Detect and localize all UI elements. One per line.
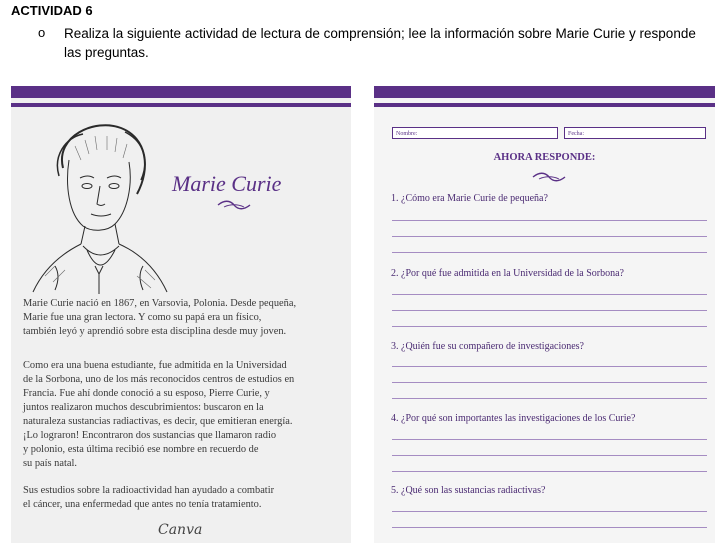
bullet-marker: o [38,25,46,40]
answer-line[interactable] [392,326,707,327]
text-line: Marie fue una gran lectora. Y como su papá era un físico, [23,312,262,323]
name-field[interactable]: Nombre: [392,127,558,139]
answer-line[interactable] [392,220,707,221]
top-band-thin [374,103,715,107]
question-1: 1. ¿Cómo era Marie Curie de pequeña? [391,193,548,204]
text-line: y polonio, esta última recibió ese nombre en recuerdo de [23,444,259,455]
questions-page [374,86,715,543]
text-line: de la Sorbona, uno de los más reconocidos centros de estudios en [23,374,295,385]
text-line: Marie Curie nació en 1867, en Varsovia, Polonia. Desde pequeña, [23,298,297,309]
top-band [11,86,351,98]
question-3: 3. ¿Quién fue su compañero de investigaciones? [391,341,584,352]
biography-name: Marie Curie [172,171,282,196]
answer-line[interactable] [392,252,707,253]
top-band-thin [11,103,351,107]
text-line: naturaleza sustancias radiactivas, es decir, que emitieran energía. [23,416,293,427]
answer-line[interactable] [392,439,707,440]
text-line: Francia. Fue ahí donde conoció a su esposo, Pierre Curie, y [23,388,270,399]
answer-line[interactable] [392,471,707,472]
text-line: ¡Lo lograron! Encontraron dos sustancias que llamaron radio [23,430,277,441]
question-5: 5. ¿Qué son las sustancias radiactivas? [391,485,546,496]
answer-line[interactable] [392,236,707,237]
activity-title: ACTIVIDAD 6 [11,3,93,18]
marie-curie-portrait [25,116,173,296]
text-line: juntos realizaron muchos descubrimientos: buscaron en la [23,402,264,413]
text-line: Como era una buena estudiante, fue admitida en la Universidad [23,360,287,371]
text-line: Sus estudios sobre la radioactividad han ayudado a combatir [23,485,275,496]
flourish-ornament [531,172,567,182]
biography-paragraph-2 [23,359,351,471]
answer-line[interactable] [392,455,707,456]
respond-heading: AHORA RESPONDE: [493,152,596,163]
canva-logo: Canva [158,522,203,538]
flourish-ornament [216,200,252,210]
text-line: su país natal. [23,458,77,469]
date-field[interactable]: Fecha: [564,127,706,139]
activity-instruction: Realiza la siguiente actividad de lectura de comprensión; lee la información sobre Marie Curie y responde las preguntas. [64,26,696,60]
top-band [374,86,715,98]
answer-line[interactable] [392,382,707,383]
answer-line[interactable] [392,511,707,512]
answer-line[interactable] [392,366,707,367]
answer-line[interactable] [392,294,707,295]
reading-page [11,86,351,543]
answer-line[interactable] [392,398,707,399]
biography-paragraph-1 [23,297,351,339]
answer-line[interactable] [392,310,707,311]
answer-line[interactable] [392,527,707,528]
question-4: 4. ¿Por qué son importantes las investigaciones de los Curie? [391,413,636,424]
text-line: también leyó y aprendió sobre esta disciplina desde muy joven. [23,326,287,337]
question-2: 2. ¿Por qué fue admitida en la Universidad de la Sorbona? [391,268,624,279]
biography-paragraph-3 [23,484,351,512]
text-line: el cáncer, una enfermedad que antes no tenía tratamiento. [23,499,262,510]
